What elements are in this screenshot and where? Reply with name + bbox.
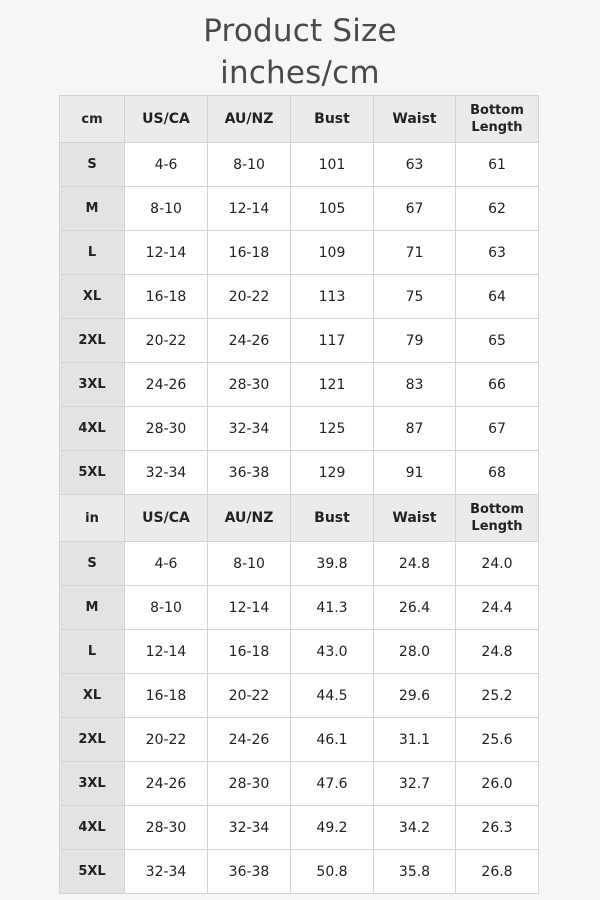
table-cell: 63 xyxy=(456,231,539,275)
table-cell: 20-22 xyxy=(125,319,208,363)
table-cell: 75 xyxy=(374,275,456,319)
table-cell: 109 xyxy=(291,231,374,275)
table-cell: 67 xyxy=(374,187,456,231)
table-cell: 12-14 xyxy=(125,630,208,674)
table-cell: 83 xyxy=(374,363,456,407)
table-cell: 12-14 xyxy=(208,586,291,630)
table-cell: 26.8 xyxy=(456,850,539,894)
table-row xyxy=(60,630,539,674)
table-cell: 46.1 xyxy=(291,718,374,762)
table-cell: 24-26 xyxy=(208,319,291,363)
table-row xyxy=(60,319,539,363)
au-nz-header: AU/NZ xyxy=(208,96,291,143)
table-row xyxy=(60,231,539,275)
table-cell: 44.5 xyxy=(291,674,374,718)
table-row xyxy=(60,363,539,407)
waist-header: Waist xyxy=(374,495,456,542)
table-row xyxy=(60,806,539,850)
table-row xyxy=(60,143,539,187)
table-row xyxy=(60,718,539,762)
table-header-row xyxy=(60,96,539,143)
table-cell: 117 xyxy=(291,319,374,363)
size-chart xyxy=(59,95,538,894)
title-line-1: Product Size xyxy=(203,13,397,49)
table-row xyxy=(60,187,539,231)
table-cell: 24-26 xyxy=(125,363,208,407)
table-cell: 35.8 xyxy=(374,850,456,894)
table-cell: 32-34 xyxy=(125,850,208,894)
table-cell: 24-26 xyxy=(125,762,208,806)
table-cell: 41.3 xyxy=(291,586,374,630)
size-label-cell: M xyxy=(60,586,125,630)
table-cell: 4-6 xyxy=(125,143,208,187)
size-label-cell: XL xyxy=(60,275,125,319)
table-row xyxy=(60,275,539,319)
size-label-cell: 2XL xyxy=(60,319,125,363)
table-cell: 12-14 xyxy=(208,187,291,231)
table-cell: 28.0 xyxy=(374,630,456,674)
size-table xyxy=(59,95,539,894)
table-cell: 29.6 xyxy=(374,674,456,718)
table-cell: 26.0 xyxy=(456,762,539,806)
table-cell: 25.2 xyxy=(456,674,539,718)
table-cell: 66 xyxy=(456,363,539,407)
title-line-2: inches/cm xyxy=(220,55,380,91)
table-cell: 50.8 xyxy=(291,850,374,894)
table-cell: 87 xyxy=(374,407,456,451)
table-cell: 24.8 xyxy=(374,542,456,586)
table-cell: 129 xyxy=(291,451,374,495)
size-table-body xyxy=(60,96,539,894)
table-cell: 91 xyxy=(374,451,456,495)
size-label-cell: L xyxy=(60,630,125,674)
unit-header: cm xyxy=(60,96,125,143)
table-cell: 8-10 xyxy=(125,586,208,630)
table-cell: 26.3 xyxy=(456,806,539,850)
size-label-cell: 5XL xyxy=(60,451,125,495)
size-label-cell: 3XL xyxy=(60,363,125,407)
size-label-cell: 4XL xyxy=(60,407,125,451)
table-row xyxy=(60,542,539,586)
bottom-length-header-line-2: Length xyxy=(471,120,523,135)
table-cell: 63 xyxy=(374,143,456,187)
table-cell: 101 xyxy=(291,143,374,187)
size-label-cell: L xyxy=(60,231,125,275)
table-cell: 16-18 xyxy=(208,231,291,275)
size-label-cell: M xyxy=(60,187,125,231)
us-ca-header: US/CA xyxy=(125,96,208,143)
size-label-cell: 3XL xyxy=(60,762,125,806)
size-label-cell: 5XL xyxy=(60,850,125,894)
table-cell: 32-34 xyxy=(125,451,208,495)
table-cell: 105 xyxy=(291,187,374,231)
table-cell: 121 xyxy=(291,363,374,407)
table-cell: 20-22 xyxy=(208,275,291,319)
table-row xyxy=(60,451,539,495)
size-label-cell: XL xyxy=(60,674,125,718)
bust-header: Bust xyxy=(291,96,374,143)
table-cell: 32.7 xyxy=(374,762,456,806)
table-cell: 67 xyxy=(456,407,539,451)
table-cell: 43.0 xyxy=(291,630,374,674)
waist-header: Waist xyxy=(374,96,456,143)
table-cell: 4-6 xyxy=(125,542,208,586)
table-cell: 31.1 xyxy=(374,718,456,762)
table-cell: 25.6 xyxy=(456,718,539,762)
table-cell: 62 xyxy=(456,187,539,231)
table-cell: 47.6 xyxy=(291,762,374,806)
us-ca-header: US/CA xyxy=(125,495,208,542)
bottom-length-header-line-1: Bottom xyxy=(470,502,524,517)
table-cell: 32-34 xyxy=(208,407,291,451)
bottom-length-header-line-1: Bottom xyxy=(470,103,524,118)
bottom-length-header xyxy=(456,495,539,542)
size-label-cell: S xyxy=(60,143,125,187)
table-cell: 16-18 xyxy=(208,630,291,674)
table-cell: 125 xyxy=(291,407,374,451)
table-cell: 24.8 xyxy=(456,630,539,674)
bust-header: Bust xyxy=(291,495,374,542)
bottom-length-header xyxy=(456,96,539,143)
table-cell: 39.8 xyxy=(291,542,374,586)
size-label-cell: 2XL xyxy=(60,718,125,762)
table-cell: 79 xyxy=(374,319,456,363)
table-cell: 16-18 xyxy=(125,674,208,718)
table-cell: 49.2 xyxy=(291,806,374,850)
bottom-length-header-line-2: Length xyxy=(471,519,523,534)
table-cell: 12-14 xyxy=(125,231,208,275)
table-row xyxy=(60,850,539,894)
table-cell: 28-30 xyxy=(208,363,291,407)
table-cell: 71 xyxy=(374,231,456,275)
table-cell: 68 xyxy=(456,451,539,495)
table-cell: 113 xyxy=(291,275,374,319)
table-cell: 32-34 xyxy=(208,806,291,850)
unit-header: in xyxy=(60,495,125,542)
table-cell: 61 xyxy=(456,143,539,187)
table-cell: 28-30 xyxy=(125,407,208,451)
size-label-cell: S xyxy=(60,542,125,586)
table-cell: 28-30 xyxy=(125,806,208,850)
table-cell: 26.4 xyxy=(374,586,456,630)
table-row xyxy=(60,586,539,630)
table-cell: 34.2 xyxy=(374,806,456,850)
table-cell: 8-10 xyxy=(208,143,291,187)
table-cell: 24.4 xyxy=(456,586,539,630)
table-cell: 65 xyxy=(456,319,539,363)
table-cell: 64 xyxy=(456,275,539,319)
page-title xyxy=(0,10,600,94)
size-label-cell: 4XL xyxy=(60,806,125,850)
table-cell: 20-22 xyxy=(125,718,208,762)
table-row xyxy=(60,674,539,718)
table-cell: 24.0 xyxy=(456,542,539,586)
au-nz-header: AU/NZ xyxy=(208,495,291,542)
table-cell: 16-18 xyxy=(125,275,208,319)
table-row xyxy=(60,407,539,451)
table-cell: 24-26 xyxy=(208,718,291,762)
table-cell: 20-22 xyxy=(208,674,291,718)
table-row xyxy=(60,762,539,806)
table-cell: 8-10 xyxy=(208,542,291,586)
table-cell: 8-10 xyxy=(125,187,208,231)
table-cell: 36-38 xyxy=(208,451,291,495)
table-cell: 28-30 xyxy=(208,762,291,806)
table-header-row xyxy=(60,495,539,542)
table-cell: 36-38 xyxy=(208,850,291,894)
